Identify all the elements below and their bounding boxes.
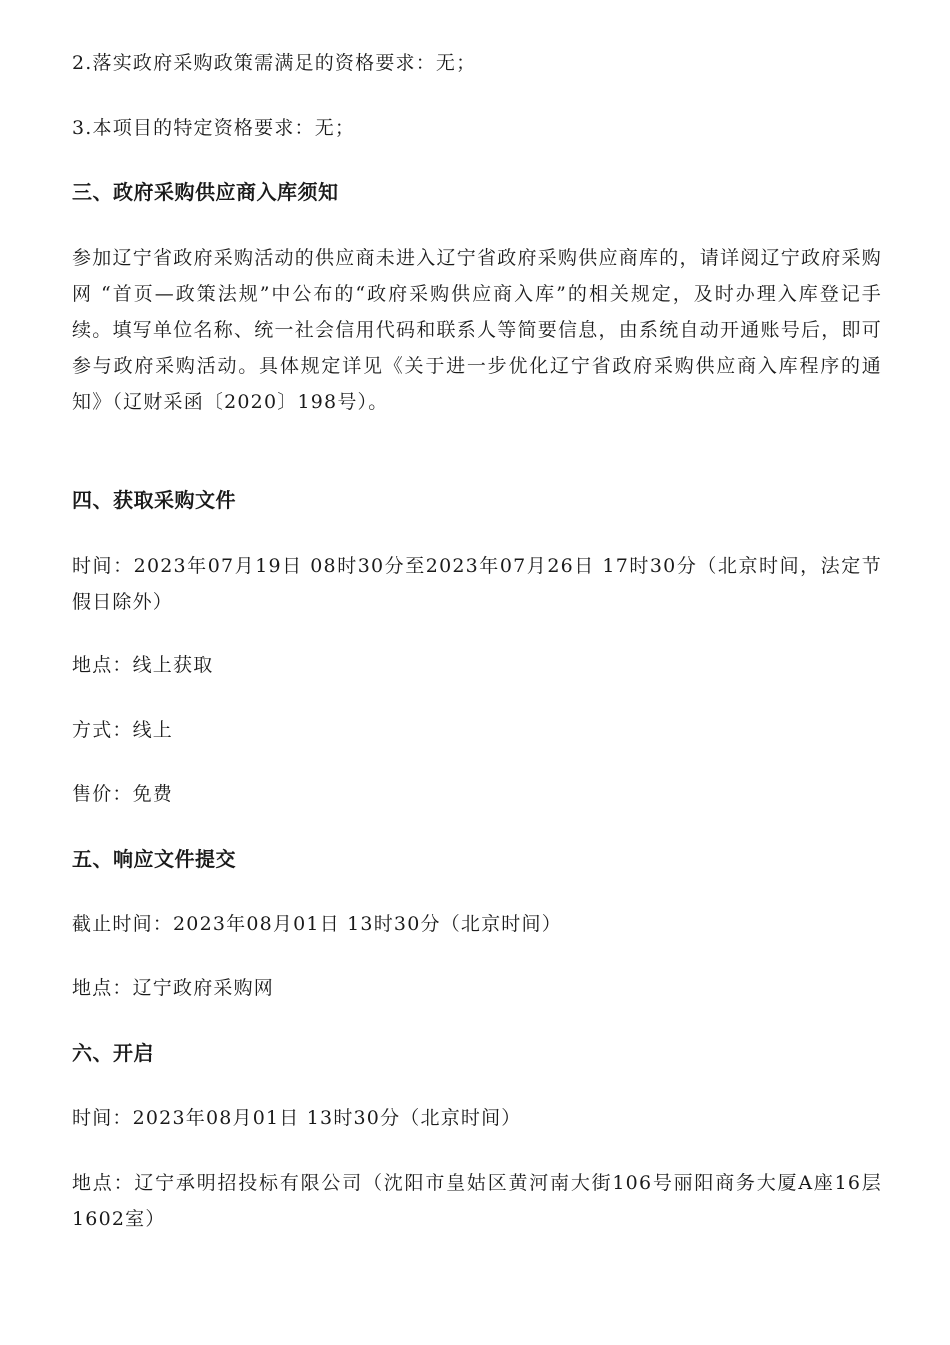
submission-place: 地点：辽宁政府采购网	[72, 977, 275, 999]
section-5-heading: 五、响应文件提交	[72, 847, 236, 871]
qualification-requirement-3: 3.本项目的特定资格要求：无；	[72, 117, 356, 139]
acquisition-method: 方式：线上	[72, 719, 174, 741]
submission-deadline: 截止时间：2023年08月01日 13时30分（北京时间）	[72, 913, 562, 935]
section-3-body: 参加辽宁省政府采购活动的供应商未进入辽宁省政府采购供应商库的，请详阅辽宁政府采购网 “首页—政策法规”中公布的“政府采购供应商入库”的相关规定，及时办理入库登记手续。填写单位名称、统一社会信用代码和联系人等简要信息，由系统自动开通账号后，即可参与政府采购活动。具体规定详见《关于进一步优化辽宁省政府采购供应商入库程序的通知》（辽财采函〔2020〕198号）。	[72, 247, 882, 413]
acquisition-place: 地点：线上获取	[72, 654, 214, 676]
section-3-heading: 三、政府采购供应商入库须知	[72, 180, 339, 204]
opening-time: 时间：2023年08月01日 13时30分（北京时间）	[72, 1107, 522, 1129]
section-4-heading: 四、获取采购文件	[72, 488, 236, 512]
acquisition-price: 售价：免费	[72, 783, 174, 805]
acquisition-time: 时间：2023年07月19日 08时30分至2023年07月26日 17时30分（北京时间，法定节假日除外）	[72, 555, 882, 613]
qualification-requirement-2: 2.落实政府采购政策需满足的资格要求：无；	[72, 52, 477, 74]
section-6-heading: 六、开启	[72, 1041, 154, 1065]
opening-place: 地点：辽宁承明招投标有限公司（沈阳市皇姑区黄河南大街106号丽阳商务大厦A座16层1602室）	[72, 1172, 882, 1230]
